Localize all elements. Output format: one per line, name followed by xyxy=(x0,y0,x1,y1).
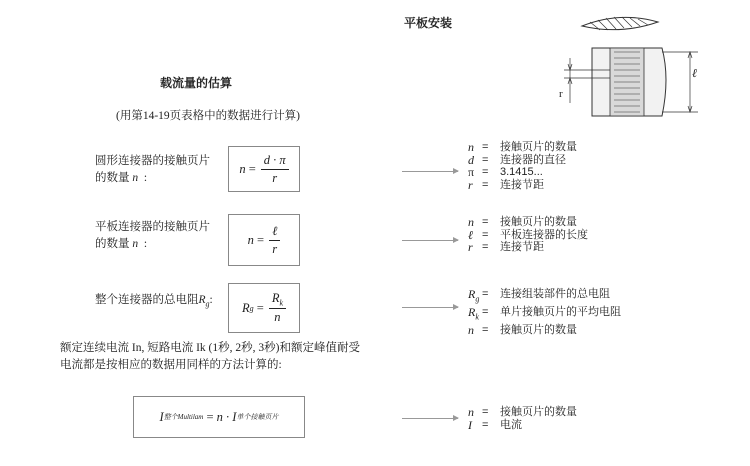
legend-description: 单片接触页片的平均电阻 xyxy=(500,305,621,318)
label-colon: : xyxy=(209,294,213,306)
legend-row xyxy=(468,216,588,229)
legend-row xyxy=(468,141,577,154)
numerator-text: R xyxy=(271,290,280,305)
legend-symbol: n xyxy=(468,322,474,337)
formula-numerator: d · π xyxy=(261,153,289,170)
legend-equals: = xyxy=(482,216,489,228)
formula-resistance xyxy=(229,284,299,332)
formula-rhs-subscript: 单个接触页片 xyxy=(236,413,279,421)
legend-equals: = xyxy=(482,228,489,241)
legend-current xyxy=(468,406,577,431)
formula-lhs: I xyxy=(159,409,164,424)
legend-row xyxy=(468,406,577,419)
legend-equals: = xyxy=(482,166,489,178)
legend-equals: = xyxy=(482,153,489,166)
page-title: 载流量的估算 xyxy=(160,76,233,90)
legend-description: 接触页片的数量 xyxy=(500,406,577,418)
section-round-label xyxy=(95,153,210,187)
legend-row xyxy=(468,229,588,242)
formula-lhs-subscript: g xyxy=(249,303,254,313)
paragraph-line: 额定连续电流 In, 短路电流 Ik (1秒, 2秒, 3秒)和额定峰值耐受 xyxy=(60,342,360,354)
arrow-3 xyxy=(402,307,458,308)
formula-resistance-box xyxy=(228,283,300,333)
legend-symbol xyxy=(468,288,482,306)
label-line xyxy=(95,170,210,187)
label-subscript: g xyxy=(205,299,210,309)
legend-row xyxy=(468,288,621,306)
legend-description: 接触页片的数量 xyxy=(500,141,577,153)
legend-description: 连接器的直径 xyxy=(500,153,566,166)
r-dimension-label: r xyxy=(559,88,563,100)
legend-symbol: ℓ xyxy=(468,227,473,242)
label-text: 的数量 xyxy=(95,172,130,184)
formula-denominator: r xyxy=(272,170,278,185)
calculation-note: (用第14-19页表格中的数据进行计算) xyxy=(116,110,300,122)
formula-numerator xyxy=(269,291,286,310)
label-text: 整个连接器的总电阻 xyxy=(95,294,199,306)
label-line: 圆形连接器的接触页片 xyxy=(95,155,210,167)
formula-fraction xyxy=(269,224,280,257)
legend-equals: = xyxy=(482,406,489,418)
legend-round xyxy=(468,141,577,191)
formula-denominator: r xyxy=(272,241,278,256)
legend-symbol: n xyxy=(468,405,474,419)
numerator-subscript: k xyxy=(279,298,284,308)
arrow-1 xyxy=(402,171,458,172)
formula-equals: = xyxy=(256,300,264,315)
legend-row xyxy=(468,419,577,432)
formula-equals: = xyxy=(257,232,265,247)
label-text: 的数量 xyxy=(95,238,130,250)
legend-symbol: π xyxy=(468,165,475,179)
legend-equals: = xyxy=(482,241,489,253)
formula-denominator: n xyxy=(274,310,281,325)
label-variable: R xyxy=(198,294,206,306)
legend-row xyxy=(468,179,577,192)
legend-symbol: n xyxy=(468,140,474,154)
legend-symbol: n xyxy=(468,215,474,229)
legend-description: 平板连接器的长度 xyxy=(500,228,588,241)
symbol-subscript: g xyxy=(475,294,480,304)
symbol-text: R xyxy=(468,287,476,301)
formula-flat xyxy=(229,215,299,265)
section-flat-label xyxy=(95,219,210,253)
legend-symbol xyxy=(468,306,482,324)
legend-row xyxy=(468,324,621,337)
symbol-text: R xyxy=(468,304,476,319)
arrow-4 xyxy=(402,418,458,419)
formula-fraction xyxy=(261,153,289,186)
legend-description: 连接组装部件的总电阻 xyxy=(500,288,610,300)
legend-equals: = xyxy=(482,305,489,318)
legend-description: 接触页片的数量 xyxy=(500,323,577,336)
symbol-subscript: k xyxy=(475,312,479,322)
formula-equals: = xyxy=(206,409,214,424)
legend-equals: = xyxy=(482,141,489,153)
label-variable: n xyxy=(132,172,139,184)
legend-equals: = xyxy=(482,178,489,191)
formula-lhs: n xyxy=(247,232,254,247)
formula-round xyxy=(229,147,299,191)
mounting-title: 平板安装 xyxy=(404,16,453,30)
label-line xyxy=(95,236,210,253)
legend-equals: = xyxy=(482,323,489,336)
legend-equals: = xyxy=(482,418,489,431)
formula-lhs: R xyxy=(241,300,250,315)
label-variable: n xyxy=(132,238,139,250)
legend-row xyxy=(468,241,588,254)
arrow-2 xyxy=(402,240,458,241)
legend-resistance xyxy=(468,288,621,336)
legend-equals: = xyxy=(482,288,489,300)
label-line: 平板连接器的接触页片 xyxy=(95,221,210,233)
formula-round-box xyxy=(228,146,300,192)
legend-flat xyxy=(468,216,588,254)
formula-flat-box xyxy=(228,214,300,266)
label-colon: : xyxy=(143,238,148,250)
legend-description: 接触页片的数量 xyxy=(500,216,577,228)
legend-symbol: I xyxy=(468,417,472,432)
legend-description: 连接节距 xyxy=(500,178,544,191)
legend-symbol: r xyxy=(468,177,473,192)
legend-row xyxy=(468,306,621,324)
formula-equals: = xyxy=(248,161,256,176)
label-colon: : xyxy=(143,172,148,184)
formula-current-box xyxy=(133,396,305,438)
legend-description: 连接节距 xyxy=(500,241,544,253)
legend-symbol: d xyxy=(468,152,474,167)
legend-row xyxy=(468,154,577,167)
legend-description: 3.1415... xyxy=(500,166,543,178)
section-resistance-label xyxy=(95,292,213,312)
l-dimension-label: ℓ xyxy=(692,66,697,80)
formula-lhs: n xyxy=(239,161,246,176)
current-paragraph xyxy=(60,340,360,374)
formula-numerator: ℓ xyxy=(269,224,280,241)
legend-symbol: r xyxy=(468,240,473,254)
formula-lhs-subscript: 整个Multilam xyxy=(163,413,204,421)
paragraph-line: 电流都是按相应的数据用同样的方法计算的: xyxy=(60,359,282,371)
formula-current xyxy=(134,397,304,437)
legend-row xyxy=(468,166,577,179)
formula-rhs: n · I xyxy=(216,409,237,424)
formula-fraction xyxy=(269,291,286,326)
legend-description: 电流 xyxy=(500,418,522,431)
connector-drawing xyxy=(540,8,710,126)
